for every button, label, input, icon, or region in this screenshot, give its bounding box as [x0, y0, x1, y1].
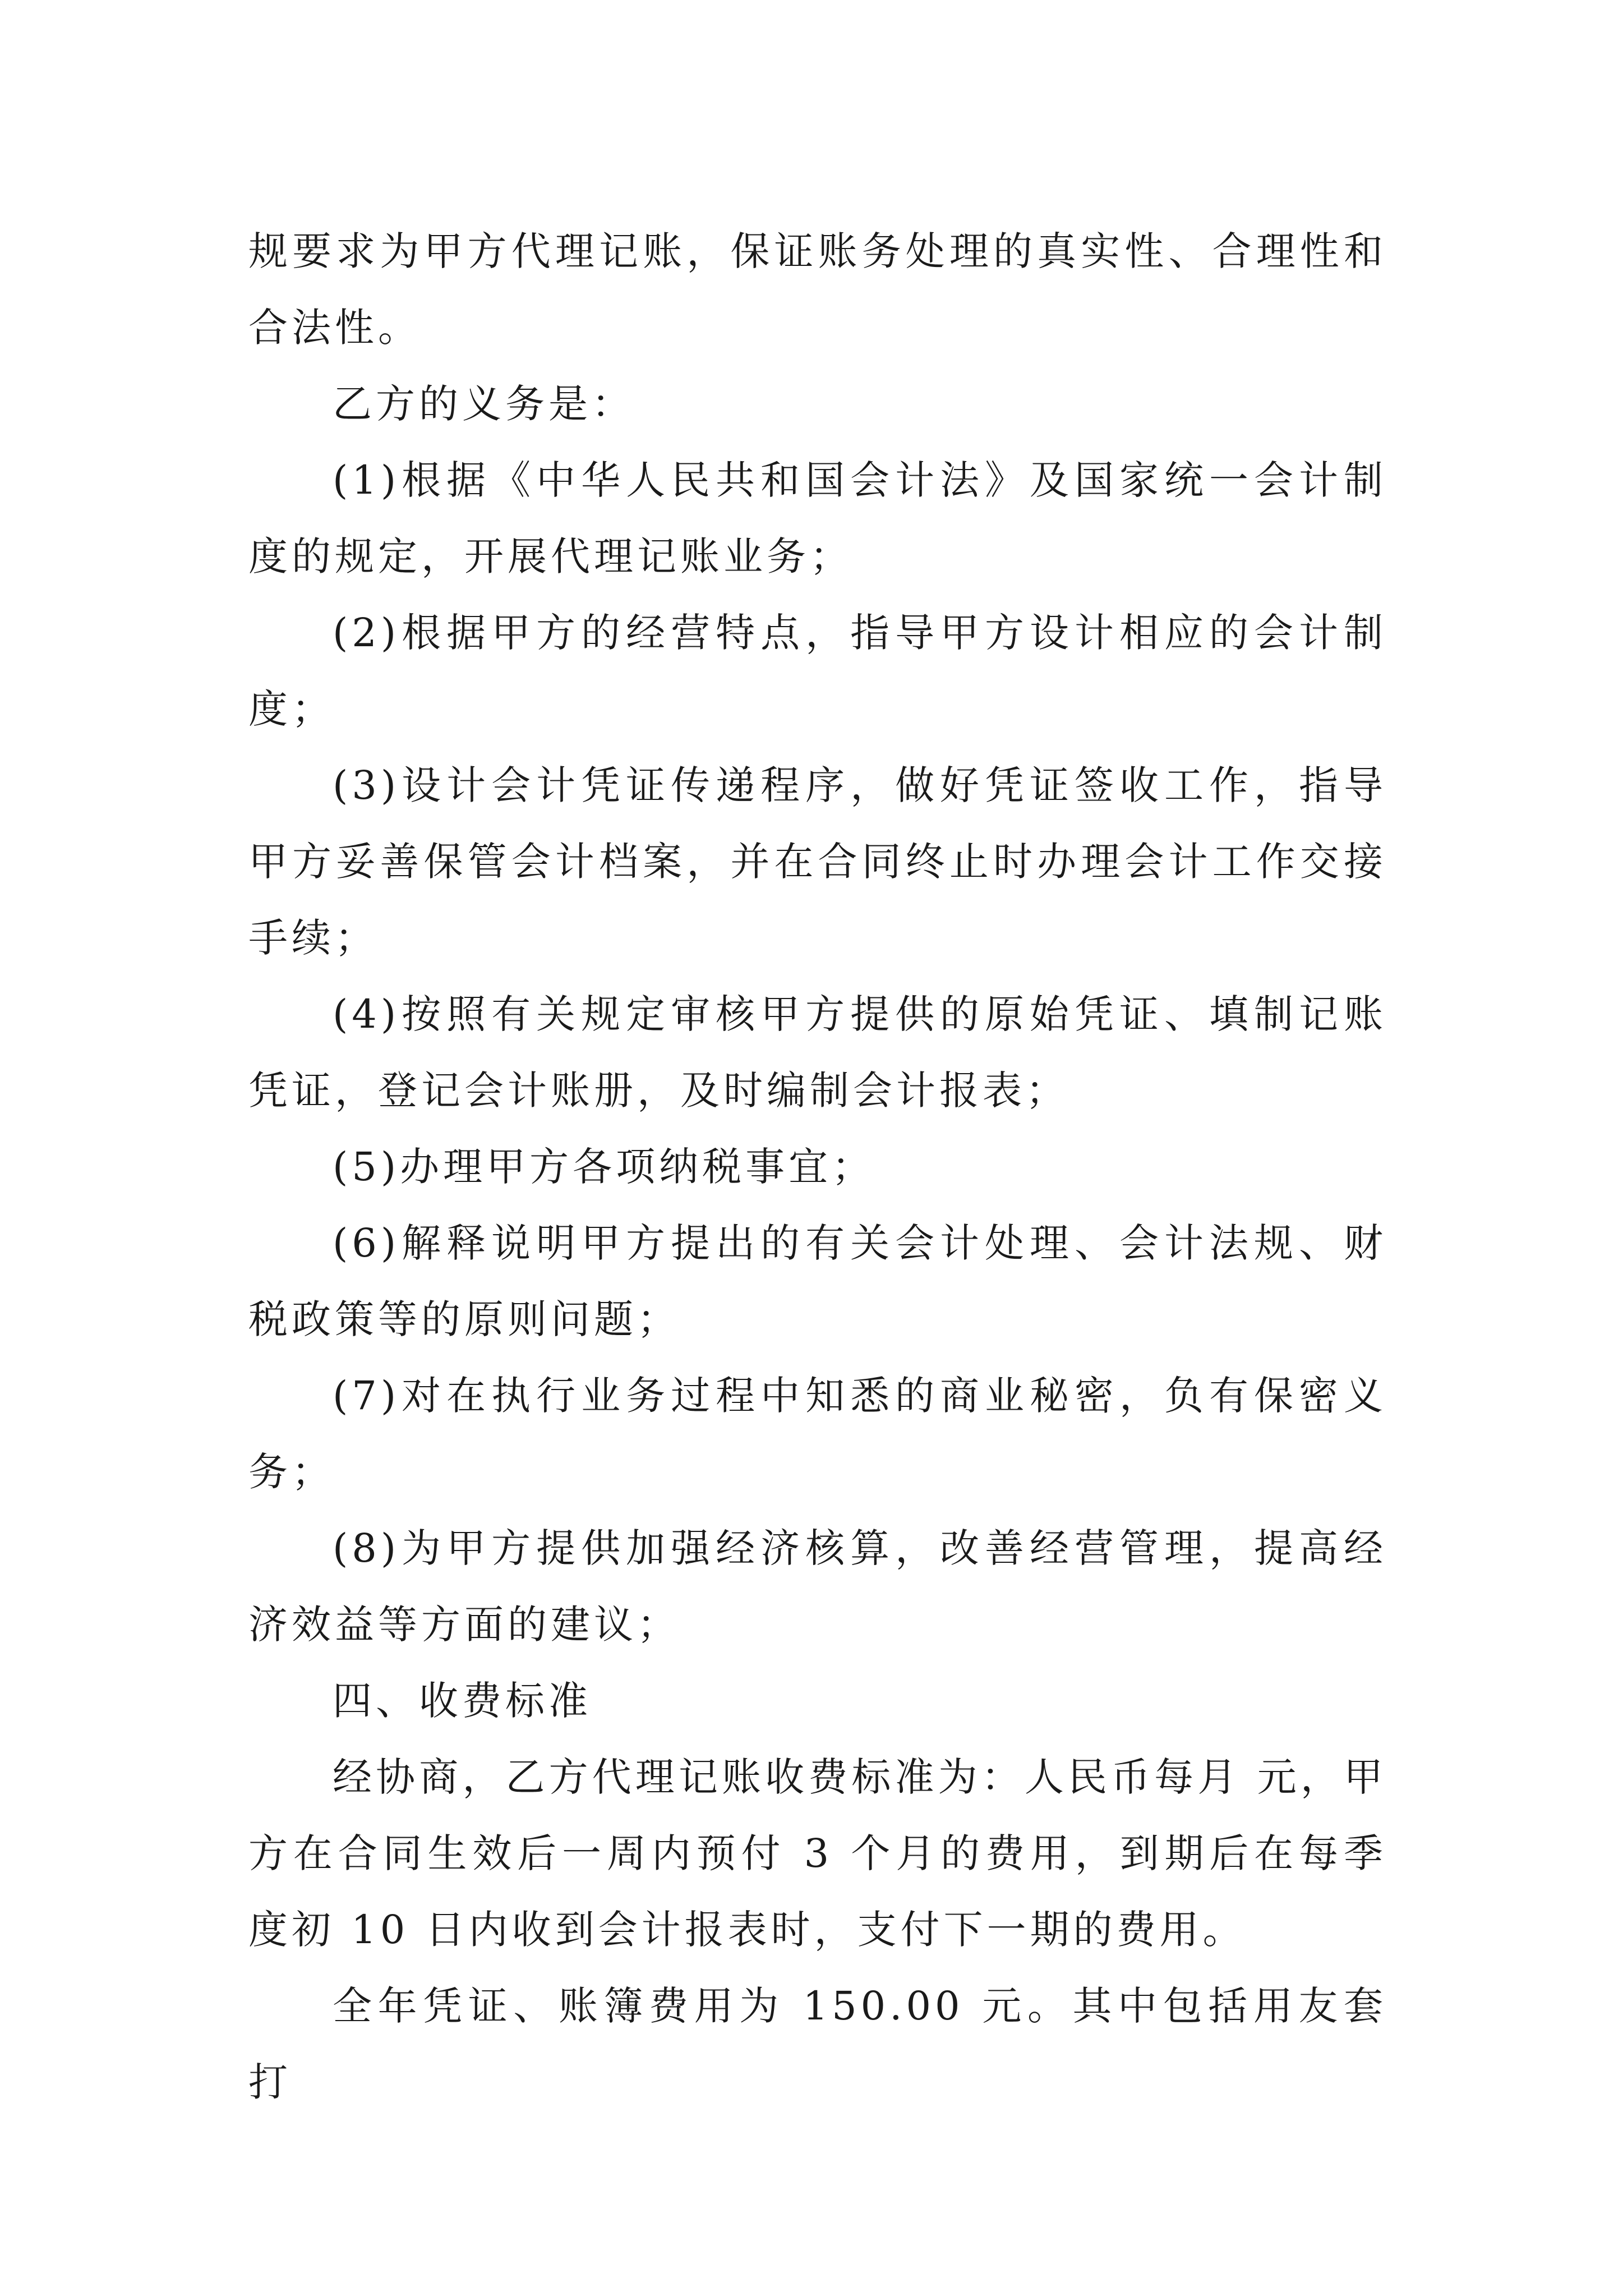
paragraph-13: 全年凭证、账簿费用为 150.00 元。其中包括用友套打 — [248, 1983, 1387, 2105]
paragraph-3: (1)根据《中华人民共和国会计法》及国家统一会计制度的规定，开展代理记账业务； — [248, 457, 1387, 579]
section-heading-fees: 四、收费标准 — [333, 1678, 592, 1724]
paragraph-9: (7)对在执行业务过程中知悉的商业秘密，负有保密义务； — [248, 1373, 1387, 1495]
paragraph-12: 经协商，乙方代理记账收费标准为：人民币每月 元，甲方在合同生效后一周内预付 3 个月的费用，到期后在每季度初 10 日内收到会计报表时，支付下一期的费用。 — [248, 1754, 1387, 1953]
document-body — [248, 213, 1387, 2120]
paragraph-6: (4)按照有关规定审核甲方提供的原始凭证、填制记账凭证，登记会计账册，及时编制会计报表； — [248, 991, 1387, 1114]
paragraph-4: (2)根据甲方的经营特点，指导甲方设计相应的会计制度； — [248, 610, 1387, 732]
paragraph-7: (5)办理甲方各项纳税事宜； — [333, 1144, 875, 1190]
paragraph-5: (3)设计会计凭证传递程序，做好凭证签收工作，指导甲方妥善保管会计档案，并在合同终止时办理会计工作交接手续； — [248, 762, 1387, 961]
paragraph-1: 规要求为甲方代理记账，保证账务处理的真实性、合理性和合法性。 — [248, 228, 1387, 351]
paragraph-10: (8)为甲方提供加强经济核算，改善经营管理，提高经济效益等方面的建议； — [248, 1525, 1387, 1648]
paragraph-8: (6)解释说明甲方提出的有关会计处理、会计法规、财税政策等的原则问题； — [248, 1220, 1387, 1342]
paragraph-2: 乙方的义务是： — [333, 381, 635, 427]
